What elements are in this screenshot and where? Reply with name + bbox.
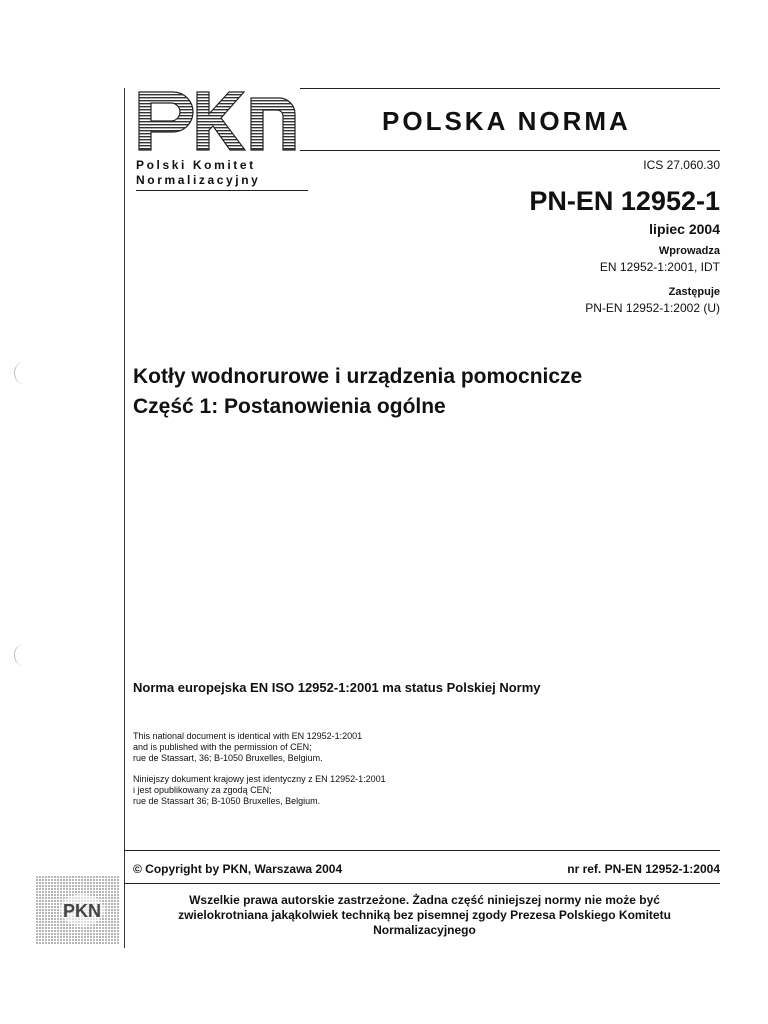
- introduces-label: Wprowadza: [658, 245, 720, 257]
- polska-norma-banner: POLSKA NORMA: [382, 106, 631, 136]
- org-name-line2: Normalizacyjny: [136, 173, 261, 187]
- polish-note: [133, 774, 533, 807]
- org-underline: [136, 190, 308, 191]
- top-rule: [300, 88, 720, 89]
- scan-artifact: [14, 644, 33, 666]
- svg-text:PKN: PKN: [62, 901, 102, 921]
- reference-number: nr ref. PN-EN 12952-1:2004: [567, 862, 720, 876]
- copyright-notice-line: Wszelkie prawa autorskie zastrzeżone. Żadna część niniejszej normy nie może być: [189, 893, 660, 907]
- banner-rule: [300, 150, 720, 151]
- footer-top-rule: [124, 850, 720, 851]
- copyright-notice: [132, 893, 717, 938]
- standard-number: PN-EN 12952-1: [529, 186, 720, 216]
- polish-note-line: rue de Stassart 36; B-1050 Bruxelles, Belgium.: [133, 796, 321, 806]
- polish-note-line: i jest opublikowany za zgodą CEN;: [133, 785, 272, 795]
- pkn-stamp: [36, 876, 120, 944]
- org-name-line1: Polski Komitet: [136, 158, 256, 172]
- replaces-value: PN-EN 12952-1:2002 (U): [585, 301, 720, 315]
- scan-artifact: [14, 362, 33, 384]
- copyright: © Copyright by PKN, Warszawa 2004: [133, 862, 343, 876]
- copyright-notice-line: Normalizacyjnego: [373, 923, 476, 937]
- document-title-line2: Część 1: Postanowienia ogólne: [133, 395, 446, 418]
- english-note-line: and is published with the permission of CEN;: [133, 742, 312, 752]
- ics-code: ICS 27.060.30: [643, 158, 720, 172]
- footer-mid-rule: [124, 883, 720, 884]
- copyright-notice-line: zwielokrotniana jakąkolwiek techniką bez pisemnej zgody Prezesa Polskiego Komitetu: [178, 908, 671, 922]
- english-note: [133, 731, 533, 764]
- left-margin-rule: [124, 88, 125, 948]
- introduces-value: EN 12952-1:2001, IDT: [599, 260, 720, 274]
- english-note-line: This national document is identical with EN 12952-1:2001: [133, 731, 363, 741]
- polish-note-line: Niniejszy dokument krajowy jest identyczny z EN 12952-1:2001: [133, 774, 386, 784]
- english-note-line: rue de Stassart, 36; B-1050 Bruxelles, Belgium.: [133, 753, 323, 763]
- document-title-line1: Kotły wodnorurowe i urządzenia pomocnicze: [133, 365, 583, 388]
- publication-date: lipiec 2004: [649, 221, 720, 237]
- replaces-label: Zastępuje: [668, 286, 720, 298]
- pkn-logo: [133, 88, 301, 154]
- status-statement: Norma europejska EN ISO 12952-1:2001 ma status Polskiej Normy: [133, 680, 541, 695]
